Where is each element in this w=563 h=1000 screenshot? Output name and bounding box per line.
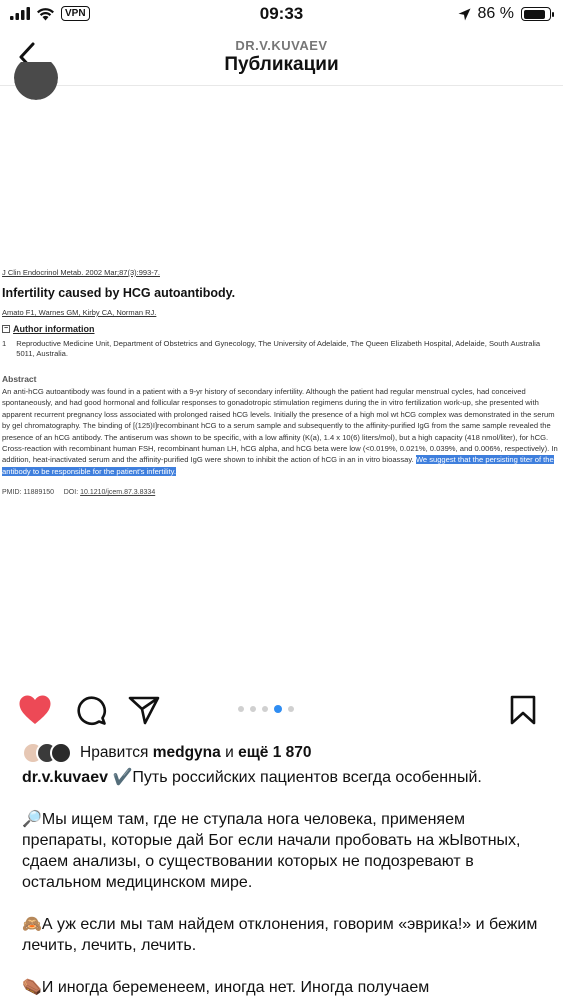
vpn-badge: VPN [61, 6, 90, 21]
page-title: Публикации [224, 54, 339, 75]
like-heart-icon[interactable] [18, 694, 52, 726]
likes-user[interactable]: medgyna [152, 744, 221, 761]
location-arrow-icon [458, 8, 471, 21]
doi-link: 10.1210/jcem.87.3.8334 [80, 489, 156, 497]
likes-prefix: Нравится [80, 744, 149, 761]
share-send-icon[interactable] [128, 694, 160, 726]
bookmark-icon[interactable] [510, 695, 536, 725]
abstract-text [2, 386, 560, 477]
caption-paragraph-4: ⚰️И иногда беременеем, иногда нет. Иногда получаем [22, 979, 430, 996]
likes-count[interactable]: ещё 1 870 [238, 744, 312, 761]
carousel-dot [262, 706, 268, 712]
pmid: PMID: 11889150 [2, 489, 55, 497]
status-time: 09:33 [259, 4, 304, 23]
abstract-body: An anti-hCG autoantibody was found in a patient with a 9-yr history of secondary infertility. Although the patient had regular menstrual cycles, had conceived spontaneously, and had good hormonal and follicular responses to gonadotropic stimulation regimens during the in vitro fertilization work-up, she presented with apparent recurrent pregnancy loss associated with prolonged raised hCG levels. Initially the presence of a high mol wt hCG complex was demonstrated in the serum by gel chromatography. The binding of [(125)I]recombinant hCG to a serum sample and subsequently to the affinity-purified IgG from the same sample revealed the presence of an hCG antibody. The antiserum was shown to be specific, with a low affinity (K(a), 1.4 x 10(6) liters/mol), but a high capacity (418 nmol/liter), for hCG. Cross-reaction with recombinant human FSH, recombinant human LH, hCG alpha, and hCG beta were low (<0.019%, 0.021%, 0.039%, and 0.006%, respectively). In addition, heat-inactivated serum and the affinity-purified IgG were shown to inhibit the action of hCG in an in vitro bioassay. [2, 387, 558, 465]
header-username[interactable]: DR.V.KUVAEV [235, 38, 328, 53]
abstract-highlighted-sentence: We suggest that the persisting titer of the antibody to be responsible for the patient's infertility. [2, 455, 554, 476]
affiliation-number: 1 [2, 339, 7, 348]
article-authors: Amato F1, Warnes GM, Kirby CA, Norman RJ. [2, 308, 157, 317]
caption-paragraph-3: 🙈А уж если мы там найдем отклонения, говорим «эврика!» и бежим лечить, лечить, лечить. [22, 916, 538, 954]
article-title: Infertility caused by HCG autoantibody. [2, 286, 236, 300]
carousel-dot [238, 706, 244, 712]
carousel-dot [288, 706, 294, 712]
post-caption [22, 767, 547, 1000]
status-right [458, 5, 551, 23]
status-bar [0, 0, 563, 30]
liker-avatar [50, 742, 72, 764]
author-avatar[interactable] [14, 62, 58, 100]
comment-icon[interactable] [75, 694, 107, 726]
affiliation-text: Reproductive Medicine Unit, Department of Obstetrics and Gynecology, The University of Adelaide, The Queen Elizabeth Hospital, Adelaide, South Australia 5011, Australia. [16, 339, 541, 358]
affiliation [2, 339, 560, 359]
abstract-heading: Abstract [2, 374, 37, 384]
journal-citation: J Clin Endocrinol Metab. 2002 Mar;87(3):993-7. [2, 268, 160, 277]
caption-line-1: ✔️Путь российских пациентов всегда особенный. [112, 769, 482, 786]
carousel-indicator [238, 705, 294, 713]
caption-paragraph-2: 🔎Мы ищем там, где не ступала нога человека, применяем препараты, которые дай Бог если начали пробовать на жЫвотных, сдаем анализы, о существовании которых не подозревают в остальном медицинском мире. [22, 811, 521, 891]
author-information-toggle [2, 324, 560, 334]
caption-username[interactable]: dr.v.kuvaev [22, 769, 108, 786]
pubmed-document [2, 268, 560, 496]
post-actions [0, 690, 563, 730]
battery-icon [521, 7, 551, 21]
collapse-icon: − [3, 325, 9, 332]
author-information-label: Author information [13, 324, 95, 334]
carousel-dot [250, 706, 256, 712]
header [0, 30, 563, 86]
likes-connector: и [225, 744, 234, 761]
doi-label: DOI: [63, 489, 79, 497]
battery-percent: 86 % [477, 5, 514, 22]
battery-fill [524, 10, 546, 19]
post-image[interactable] [0, 110, 563, 690]
likes-row[interactable] [22, 740, 312, 766]
article-identifiers [2, 489, 560, 496]
likes-text [80, 744, 312, 762]
carousel-dot-active [274, 705, 282, 713]
